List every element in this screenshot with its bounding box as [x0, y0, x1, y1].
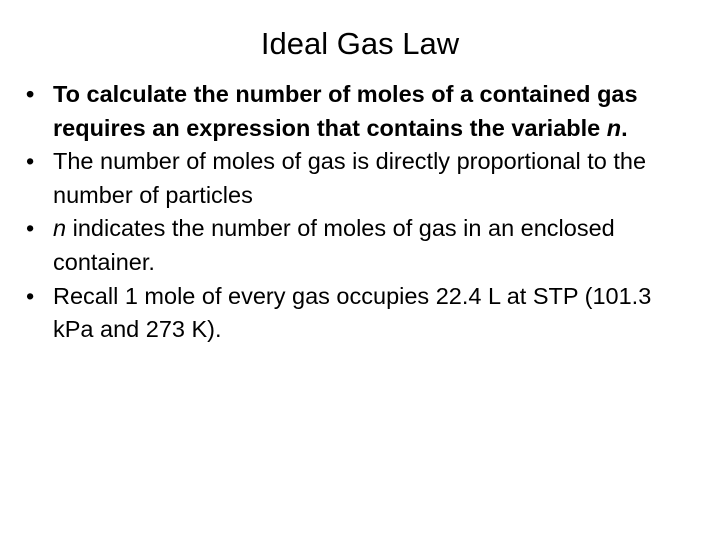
bullet-marker: •: [26, 215, 35, 242]
variable-n: n: [53, 215, 67, 242]
bullet-list: [26, 78, 698, 347]
bullet-text-end: .: [621, 114, 628, 141]
bullet-marker: •: [26, 282, 35, 309]
bullet-item-n-definition: [26, 212, 698, 279]
bullet-text: Recall 1 mole of every gas occupies 22.4 L at STP (101.3 kPa and 273 K).: [53, 282, 652, 343]
bullet-text: To calculate the number of moles of a contained gas requires an expression that contains the variable: [53, 81, 638, 141]
slide-title: Ideal Gas Law: [260, 26, 460, 61]
variable-n: n: [606, 114, 622, 141]
bullet-text: The number of moles of gas is directly proportional to the number of particles: [53, 148, 647, 208]
bullet-item-moles-expression: [26, 78, 698, 145]
bullet-item-proportional: [26, 145, 698, 212]
bullet-marker: •: [26, 148, 35, 175]
bullet-marker: •: [26, 81, 35, 107]
bullet-text: indicates the number of moles of gas in an enclosed container.: [53, 215, 615, 275]
bullet-item-stp: [26, 280, 698, 347]
